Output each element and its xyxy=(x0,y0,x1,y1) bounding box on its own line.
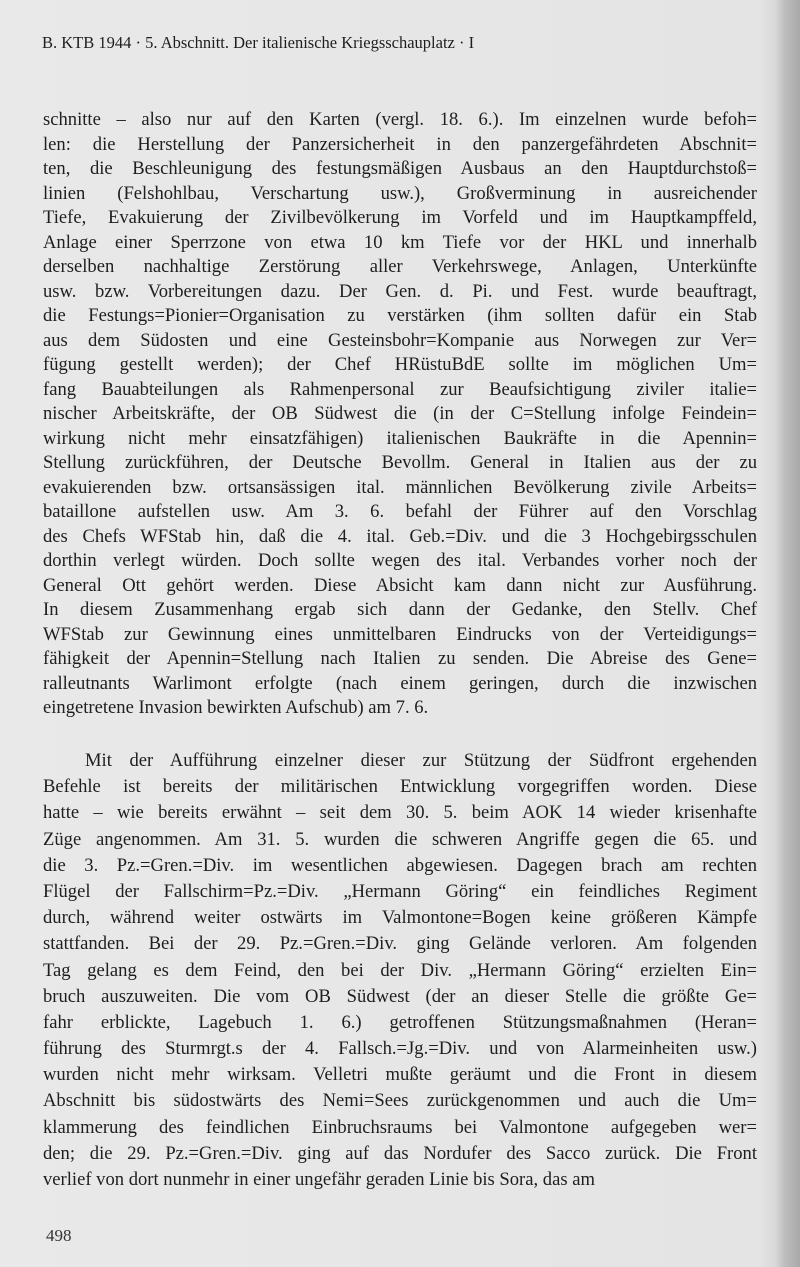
paragraph-1 xyxy=(43,108,757,721)
text-line: dorthin verlegt würden. Doch sollte wegen des ital. Verbandes vorher noch der xyxy=(43,550,757,571)
text-line: Züge angenommen. Am 31. 5. wurden die schweren Angriffe gegen die 65. und xyxy=(43,828,757,850)
text-line: derselben nachhaltige Zerstörung aller Verkehrswege, Anlagen, Unterkünfte xyxy=(43,256,757,277)
text-line: Flügel der Fallschirm=Pz.=Div. „Hermann Göring“ ein feindliches Regiment xyxy=(43,880,757,902)
text-line: eingetretene Invasion bewirkten Aufschub) am 7. 6. xyxy=(43,697,429,718)
text-line: des Chefs WFStab hin, daß die 4. ital. Geb.=Div. und die 3 Hochgebirgsschulen xyxy=(43,525,757,547)
text-line: Abschnitt bis südostwärts des Nemi=Sees zurückgenommen und auch die Um= xyxy=(43,1090,757,1112)
text-line: fügung gestellt werden); der Chef HRüstuBdE sollte im möglichen Um= xyxy=(43,354,757,375)
text-line: linien (Felshohlbau, Verschartung usw.), Großverminung in ausreichender xyxy=(43,182,757,204)
text-line: Tag gelang es dem Feind, den bei der Div. „Hermann Göring“ erzielten Ein= xyxy=(43,959,757,981)
text-line: bruch auszuweiten. Die vom OB Südwest (der an dieser Stelle die größte Ge= xyxy=(43,985,757,1007)
text-line: fahr erblickte, Lagebuch 1. 6.) getroffenen Stützungsmaßnahmen (Heran= xyxy=(43,1011,757,1033)
text-line: durch, während weiter ostwärts im Valmontone=Bogen keine größeren Kämpfe xyxy=(43,907,757,929)
text-line: Befehle ist bereits der militärischen Entwicklung vorgegriffen worden. Diese xyxy=(43,776,757,798)
text-line: Tiefe, Evakuierung der Zivilbevölkerung im Vorfeld und im Hauptkampffeld, xyxy=(43,207,757,228)
text-line: Anlage einer Sperrzone von etwa 10 km Tiefe vor der HKL und innerhalb xyxy=(43,231,757,253)
running-header: B. KTB 1944 · 5. Abschnitt. Der italienische Kriegsschauplatz · I xyxy=(42,33,475,52)
text-line: WFStab zur Gewinnung eines unmittelbaren Eindrucks von der Verteidigungs= xyxy=(43,623,757,645)
text-line: die 3. Pz.=Gren.=Div. im wesentlichen abgewiesen. Dagegen brach am rechten xyxy=(43,854,757,876)
page-number: 498 xyxy=(46,1226,72,1245)
text-line: ralleutnants Warlimont erfolgte (nach einem geringen, durch die inzwischen xyxy=(43,672,757,694)
text-line: die Festungs=Pionier=Organisation zu verstärken (ihm sollten dafür ein Stab xyxy=(43,305,757,326)
text-line: len: die Herstellung der Panzersicherheit in den panzergefährdeten Abschnit= xyxy=(43,133,757,155)
text-line: führung des Sturmrgt.s der 4. Fallsch.=Jg.=Div. und von Alarmeinheiten usw.) xyxy=(43,1038,757,1060)
text-line: ten, die Beschleunigung des festungsmäßigen Ausbaus an den Hauptdurchstoß= xyxy=(43,158,757,179)
text-line: verlief von dort nunmehr in einer ungefähr geraden Linie bis Sora, das am xyxy=(43,1169,595,1190)
text-line: bataillone aufstellen usw. Am 3. 6. befahl der Führer auf den Vorschlag xyxy=(43,501,757,522)
text-line: fang Bauabteilungen als Rahmenpersonal zur Beaufsichtigung ziviler italie= xyxy=(43,378,757,400)
text-line: hatte – wie bereits erwähnt – seit dem 30. 5. beim AOK 14 wieder krisenhafte xyxy=(43,802,757,824)
text-line: den; die 29. Pz.=Gren.=Div. ging auf das Nordufer des Sacco zurück. Die Front xyxy=(43,1142,757,1164)
text-line: nischer Arbeitskräfte, der OB Südwest die (in der C=Stellung infolge Feindein= xyxy=(43,403,757,424)
text-line: Mit der Aufführung einzelner dieser zur Stützung der Südfront ergehenden xyxy=(85,750,757,771)
text-line: General Ott gehört werden. Diese Absicht kam dann nicht zur Ausführung. xyxy=(43,574,757,596)
text-line: aus dem Südosten und eine Gesteinsbohr=Kompanie aus Norwegen zur Ver= xyxy=(43,329,757,351)
text-line: wirkung nicht mehr einsatzfähigen) italienischen Baukräfte in die Apennin= xyxy=(43,427,757,449)
text-line: usw. bzw. Vorbereitungen dazu. Der Gen. d. Pi. und Fest. wurde beauftragt, xyxy=(43,280,757,302)
text-line: In diesem Zusammenhang ergab sich dann der Gedanke, den Stellv. Chef xyxy=(43,599,757,620)
text-line: fähigkeit der Apennin=Stellung nach Italien zu senden. Die Abreise des Gene= xyxy=(43,648,757,669)
text-line: klammerung des feindlichen Einbruchsraums bei Valmontone aufgegeben wer= xyxy=(43,1116,757,1138)
text-line: Stellung zurückführen, der Deutsche Bevollm. General in Italien aus der zu xyxy=(43,452,757,473)
text-line: stattfanden. Bei der 29. Pz.=Gren.=Div. ging Gelände verloren. Am folgenden xyxy=(43,933,757,955)
text-line: evakuierenden bzw. ortsansässigen ital. männlichen Bevölkerung zivile Arbeits= xyxy=(43,476,757,498)
paragraph-2 xyxy=(43,748,757,1193)
text-line: wurden nicht mehr wirksam. Velletri mußte geräumt und die Front in diesem xyxy=(43,1064,757,1086)
text-line: schnitte – also nur auf den Karten (vergl. 18. 6.). Im einzelnen wurde befoh= xyxy=(43,109,757,130)
